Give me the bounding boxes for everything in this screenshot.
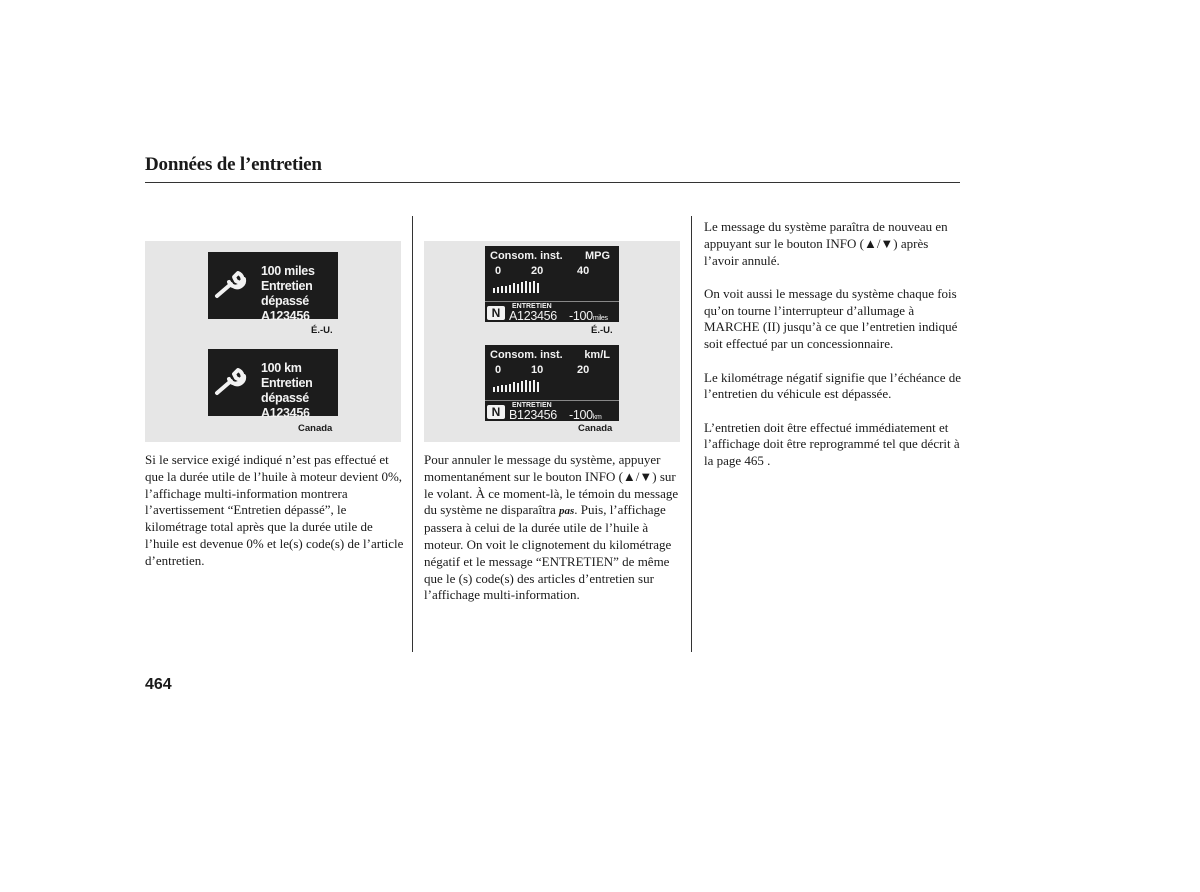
consumption-bar [493,288,495,293]
column-divider-2 [691,216,692,652]
consumption-bar [537,382,539,392]
entretien-label: ENTRETIEN [512,402,552,409]
overdue-paragraph: Si le service exigé indiqué n’est pas effectué et que la durée utile de l’huile à moteur devient 0%, l’affichage multi-information montrera l’avertissement “Entretien dépassé”, le kilométrage total après que la durée utile de l’huile est devenue 0% et le(s) code(s) de l’article d’entretien. [145,452,404,568]
overdue-word-1: Entretien [261,279,313,293]
consumption-bar [521,381,523,392]
cancel-text-a: Pour annuler le message du système, appuyer momentanément sur le bouton INFO (▲/▼) sur le volant. À ce moment-là, le témoin du message du système ne disparaîtra [424,452,679,518]
right-paragraph-2: On voit aussi le message du système chaque fois qu’on tourne l’interrupteur d’allumage à MARCHE (II) jusqu’à ce que l’entretien indiqué soit effectué par un concessionnaire. [704,285,958,352]
consumption-bar [493,387,495,392]
left-column-text [145,452,407,586]
consumption-bar [529,381,531,392]
consumption-unit: MPG [584,250,610,262]
consumption-bar [509,384,511,392]
overdue-display-us [208,252,338,323]
consumption-bar [505,385,507,392]
section-title: Données de l’entretien [145,154,322,175]
scale-tick-low: 0 [495,265,502,277]
overdue-code: A123456 [261,406,310,420]
consumption-bar [497,287,499,293]
consumption-label: Consom. inst. [490,250,563,262]
negative-distance [569,309,608,323]
right-paragraph-1: Le message du système paraîtra de nouveau en appuyant sur le bouton INFO (▲/▼) après l’avoir annulé. [704,219,948,268]
region-label-us: É.-U. [311,325,333,336]
consumption-header [490,349,614,361]
region-label-us: É.-U. [591,325,613,336]
wrench-icon [214,366,250,398]
overdue-lines-ca [261,361,312,421]
neutral-gear-indicator: N [487,306,505,320]
title-rule [145,182,960,183]
distance-value: -100 [569,408,593,422]
consumption-bar [517,383,519,392]
region-label-ca: Canada [298,423,333,434]
maintenance-overdue-figure [145,241,401,442]
overdue-distance: 100 km [261,361,302,375]
page-number: 464 [145,676,172,693]
consumption-bar [501,286,503,293]
negative-distance [569,408,602,422]
distance-unit: km [592,414,602,421]
middle-column-text [424,452,686,621]
consumption-header [490,250,614,262]
consumption-bar [501,385,503,392]
overdue-lines-us [261,264,315,324]
overdue-display-ca [208,349,338,420]
consumption-bar [533,281,535,293]
overdue-distance: 100 miles [261,264,315,278]
overdue-word-1: Entretien [261,376,313,390]
display-separator [485,400,619,401]
right-paragraph-3: Le kilométrage négatif signifie que l’échéance de l’entretien du véhicule est dépassée. [704,369,961,402]
overdue-code: A123456 [261,309,310,323]
consumption-label: Consom. inst. [490,349,563,361]
display-separator [485,301,619,302]
distance-unit: miles [592,315,608,322]
column-divider-1 [412,216,413,652]
consumption-bar [517,284,519,293]
consumption-bar [537,283,539,293]
distance-value: -100 [569,309,593,323]
region-label-ca: Canada [578,423,613,434]
scale-tick-mid: 20 [531,265,544,277]
consumption-bar [509,285,511,293]
scale-tick-mid: 10 [531,364,544,376]
scale-tick-low: 0 [495,364,502,376]
consumption-display-us [485,246,619,322]
consumption-bar [513,283,515,293]
scale-tick-high: 40 [577,265,590,277]
consumption-bar [525,380,527,392]
consumption-bar [513,382,515,392]
right-column-text [704,219,966,487]
cancel-message-paragraph [424,452,686,604]
overdue-word-2: dépassé [261,294,309,308]
consumption-bar [521,282,523,293]
consumption-bar [497,386,499,392]
neutral-gear-indicator: N [487,405,505,419]
maintenance-code: B123456 [509,408,557,422]
right-paragraph-4: L’entretien doit être effectué immédiatement et l’affichage doit être reprogrammé tel que décrit à la page 465 . [704,419,960,469]
consumption-bar [505,286,507,293]
pas-emphasis: pas [559,505,575,518]
consumption-display-ca [485,345,619,421]
cancel-text-b: . Puis, l’affichage passera à celui de la durée utile de l’huile à moteur. On voit le clignotement du kilométrage négatif et le message “ENTRETIEN” de même que le (s) code(s) des articles d’entretien sur l’affichage multi-information. [424,502,672,603]
consumption-bar [525,281,527,293]
consumption-bar [533,380,535,392]
scale-tick-high: 20 [577,364,590,376]
maintenance-code: A123456 [509,309,557,323]
consumption-unit: km/L [584,349,610,361]
entretien-label: ENTRETIEN [512,303,552,310]
wrench-icon [214,269,250,301]
overdue-word-2: dépassé [261,391,309,405]
consumption-bar [529,282,531,293]
instant-consumption-figure [424,241,680,442]
